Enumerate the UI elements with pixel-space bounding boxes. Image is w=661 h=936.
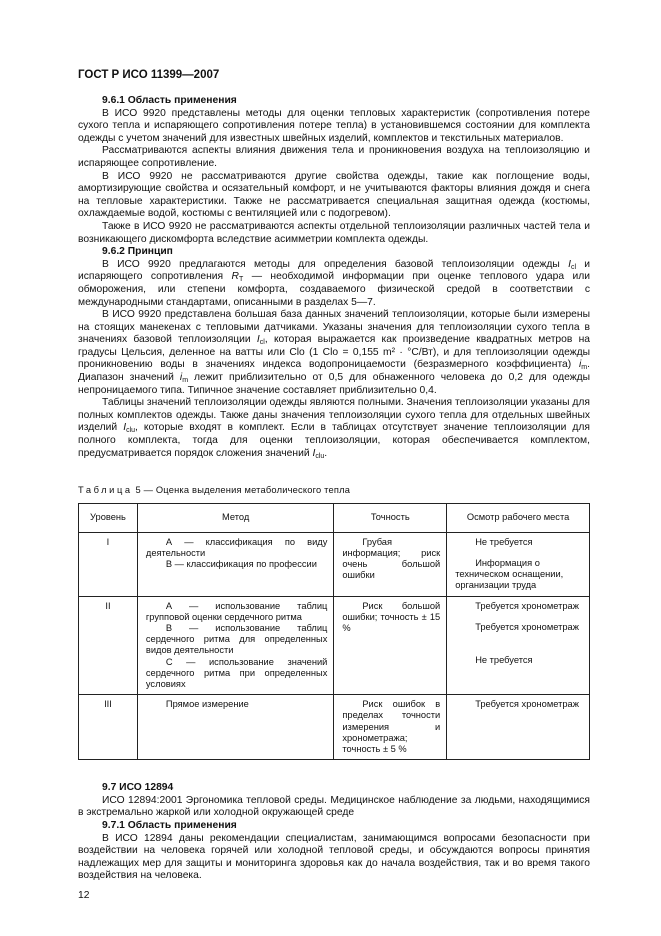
column-header-level: Уровень	[79, 503, 138, 532]
paragraph: Рассматриваются аспекты влияния движения тела и проникновения воздуха на теплоизоляцию и испаряющее сопротивление.	[78, 145, 590, 169]
section-title-9-6-1: 9.6.1 Область применения	[102, 95, 237, 106]
method-cell: А — использование таблиц групповой оценки сердечного ритма В — использование таблиц сердечного ритма для определенных видов деятельности С — использование значений сердечного ритма при определенных условиях	[137, 596, 333, 695]
table-row	[79, 532, 590, 596]
paragraph: В ИСО 9920 предлагаются методы для определения базовой теплоизоляции одежды $I_{cl}$ и испаряющего сопротивления $R_T$ — необходимой информации при оценке теплового удара или обморожения, или степени комфорта, создаваемого физической средой в соответствии с международными стандартами, описанными в разделах 5—7.	[78, 258, 590, 308]
method-cell: А — классификация по виду деятельности В — классификация по профессии	[137, 532, 333, 596]
paragraph: В ИСО 12894 даны рекомендации специалистам, занимающимся вопросами безопасности при воздействии на человека горячей или холодной тепловой среды, и обсуждаются вопросы принятия надлежащих мер для защиты и мониторинга здоровья как до начала воздействия, так и во время такого воздействия на человека.	[78, 832, 590, 882]
section-title-9-7: 9.7 ИСО 12894	[102, 782, 174, 794]
column-header-inspection: Осмотр рабочего места	[447, 503, 590, 532]
section-title-9-6-2: 9.6.2 Принцип	[102, 246, 173, 258]
table-caption: Таблица 5 — Оценка выделения метаболического тепла	[78, 485, 351, 496]
accuracy-cell: Грубая информация; риск очень большой ошибки	[334, 532, 447, 596]
paragraph: ИСО 12894:2001 Эргономика тепловой среды. Медицинское наблюдение за людьми, находящимися в экстремально жаркой или холодной окружающей среде	[78, 794, 590, 819]
accuracy-cell: Риск большой ошибки; точность ± 15 %	[334, 596, 447, 695]
page-content	[78, 95, 590, 883]
paragraph: В ИСО 9920 не рассматриваются другие свойства одежды, такие как поглощение воды, амортизирующие свойства и осязательный комфорт, и не учитываются факторы влияния дождя и снега на тепловые характеристики. Также не рассматривается специальная защитная одежда (костюмы, охлаждаемые водой, костюмы с вентиляцией или с подогревом).	[78, 170, 590, 220]
section-title-9-7-1: 9.7.1 Область применения	[102, 820, 237, 832]
inspection-cell: Не требуется Информация о техническом оснащении, организации труда	[447, 532, 590, 596]
level-cell: II	[79, 596, 138, 695]
inspection-cell: Требуется хронометраж	[447, 695, 590, 760]
inspection-cell: Требуется хронометраж Требуется хронометраж Не требуется	[447, 596, 590, 695]
paragraph: Также в ИСО 9920 не рассматриваются аспекты отдельной теплоизоляции различных частей тела и возникающего дискомфорта вследствие асимметрии комплекта одежды.	[78, 220, 590, 245]
level-cell: III	[79, 695, 138, 760]
metabolic-heat-table	[78, 503, 590, 760]
method-cell: Прямое измерение	[137, 695, 333, 760]
accuracy-cell: Риск ошибок в пределах точности измерения и хронометража; точность ± 5 %	[334, 695, 447, 760]
paragraph: Таблицы значений теплоизоляции одежды являются полными. Значения теплоизоляции указаны для полных комплектов одежды. Также даны значения теплоизоляции сухого тепла для отдельных швейных изделий $I_{clu}$, которые входят в комплект. Если в таблицах отсутствует значение теплоизоляции для полного комплекта, тогда для оценки теплоизоляции, которая обеспечивается комплектом, предусматривается порядок сложения значений $I_{clu}$.	[78, 397, 591, 460]
document-header: ГОСТ Р ИСО 11399—2007	[78, 69, 220, 81]
level-cell: I	[79, 532, 138, 596]
page-number: 12	[78, 890, 90, 901]
paragraph: В ИСО 9920 представлены методы для оценки тепловых характеристик (сопротивления потере сухого тепла и испаряющего сопротивления потере тепла) в установившемся состоянии для комплекта одежды с учетом значений для известных швейных изделий, комплектов и текстильных материалов.	[78, 107, 590, 144]
table-row	[79, 596, 590, 695]
column-header-accuracy: Точность	[334, 503, 447, 532]
paragraph: В ИСО 9920 представлена большая база данных значений теплоизоляции, которые были измерены на стоящих манекенах с тепловыми датчиками. Указаны значения для теплоизоляции сухого тепла в значениях базовой теплоизоляции $I_{cl}$, которая выражается как произведение квадратных метров на градусы Цельсия, деленное на ватты или Clo (1 Clo = 0,155 m² · °C/Вт), и для теплоизоляции одежды проникновению воды в значениях индекса водопроницаемости (безразмерного коэффициента) $i_m$. Диапазон значений $i_m$ лежит приблизительно от 0,5 для обнаженного человека до 0,2 для одежды непроницаемого типа. Типичное значение составляет приблизительно 0,4.	[78, 309, 591, 396]
column-header-method: Метод	[137, 503, 333, 532]
table-row	[79, 695, 590, 760]
